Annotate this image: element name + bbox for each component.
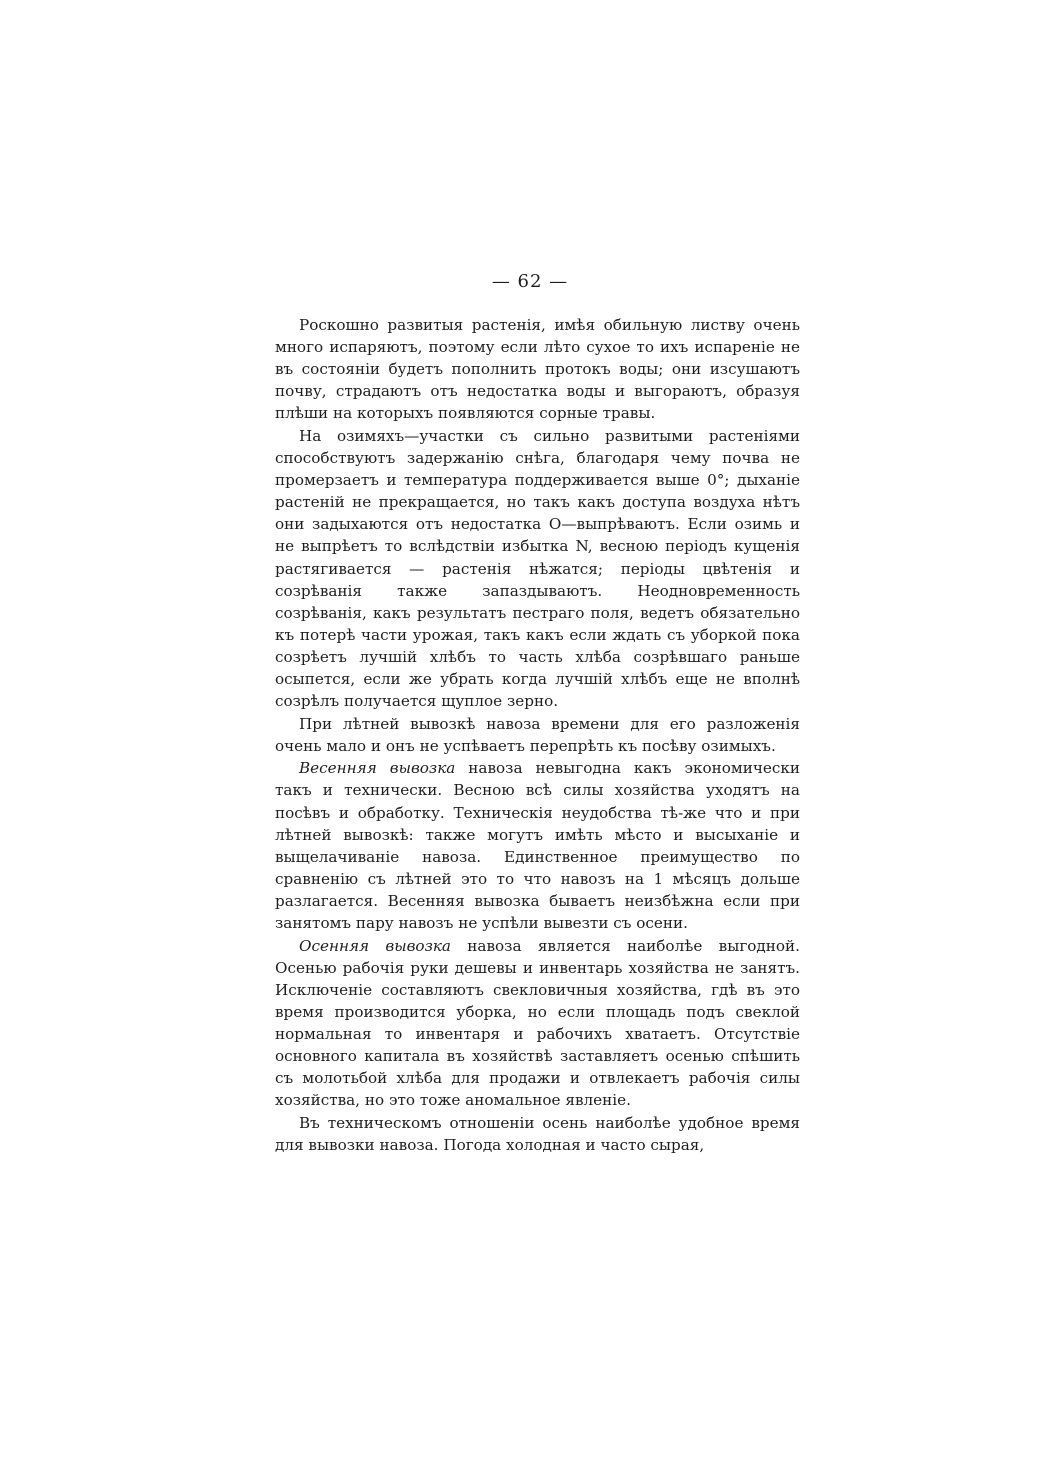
- paragraph-text: навоза является наиболѣе выгодной. Осенью рабочія руки дешевы и инвентарь хозяйства не занятъ. Исключеніе составляютъ свекловичныя хозяйства, гдѣ въ это время производится уборка, но если площадь подъ свеклой нормальная то инвентаря и рабочихъ хватаетъ. Отсутствіе основного капитала въ хозяйствѣ заставляетъ осенью спѣшить съ молотьбой хлѣба для продажи и отвлекаетъ рабочія силы хозяйства, но это тоже аномальное явленіе.: [275, 936, 800, 1110]
- page-number: — 62 —: [491, 271, 569, 292]
- paragraph-lush-plants: [275, 314, 800, 424]
- body-text: [275, 314, 800, 1157]
- paragraph-spring-hauling: [275, 757, 800, 934]
- paragraph-summer-hauling: [275, 713, 800, 757]
- paragraph-text: Въ техническомъ отношеніи осень наиболѣе удобное время для вывозки навоза. Погода холодная и часто сырая,: [275, 1113, 800, 1154]
- paragraph-lead-italic: Осенняя вывозка: [299, 936, 451, 955]
- paragraph-autumn-hauling: [275, 935, 800, 1112]
- paragraph-text: При лѣтней вывозкѣ навоза времени для его разложенія очень мало и онъ не успѣваетъ перепрѣть къ посѣву озимыхъ.: [275, 714, 800, 755]
- paragraph-winter-crops: [275, 425, 800, 712]
- paragraph-lead-italic: Весенняя вывозка: [299, 759, 456, 778]
- paragraph-text: На озимяхъ—участки съ сильно развитыми растеніями способствуютъ задержанію снѣга, благодаря чему почва не промерзаетъ и температура поддерживается выше 0°; дыханіе растеній не прекращается, но такъ какъ доступа воздуха нѣтъ они задыхаются отъ недостатка O—выпрѣваютъ. Если озимь и не выпрѣетъ то вслѣдствіи избытка N, весною періодъ кущенія растягивается — растенія нѣжатся; періоды цвѣтенія и созрѣванія также запаздываютъ. Неодновременность созрѣванія, какъ результатъ пестраго поля, ведетъ обязательно къ потерѣ части урожая, такъ какъ если ждать съ уборкой пока созрѣетъ лучшій хлѣбъ то часть хлѣба созрѣвшаго раньше осыпется, если же убрать когда лучшій хлѣбъ еще не вполнѣ созрѣлъ получается щуплое зерно.: [275, 426, 800, 711]
- paragraph-text: Роскошно развитыя растенія, имѣя обильную листву очень много испаряютъ, поэтому если лѣто сухое то ихъ испареніе не въ состояніи будетъ пополнить протокъ воды; они изсушаютъ почву, страдаютъ отъ недостатка воды и выгораютъ, образуя плѣши на которыхъ появляются сорные травы.: [275, 316, 800, 423]
- paragraph-technical-autumn: [275, 1112, 800, 1156]
- paragraph-text: навоза невыгодна какъ экономически такъ и технически. Весною всѣ силы хозяйства уходятъ на посѣвъ и обработку. Техническія неудобства тѣ-же что и при лѣтней вывозкѣ: также могутъ имѣть мѣсто и высыханіе и выщелачиваніе навоза. Единственное преимущество по сравненію съ лѣтней это то что навозъ на 1 мѣсяцъ дольше разлагается. Весенняя вывозка бываетъ неизбѣжна если при занятомъ пару навозъ не успѣли вывезти съ осени.: [275, 759, 800, 933]
